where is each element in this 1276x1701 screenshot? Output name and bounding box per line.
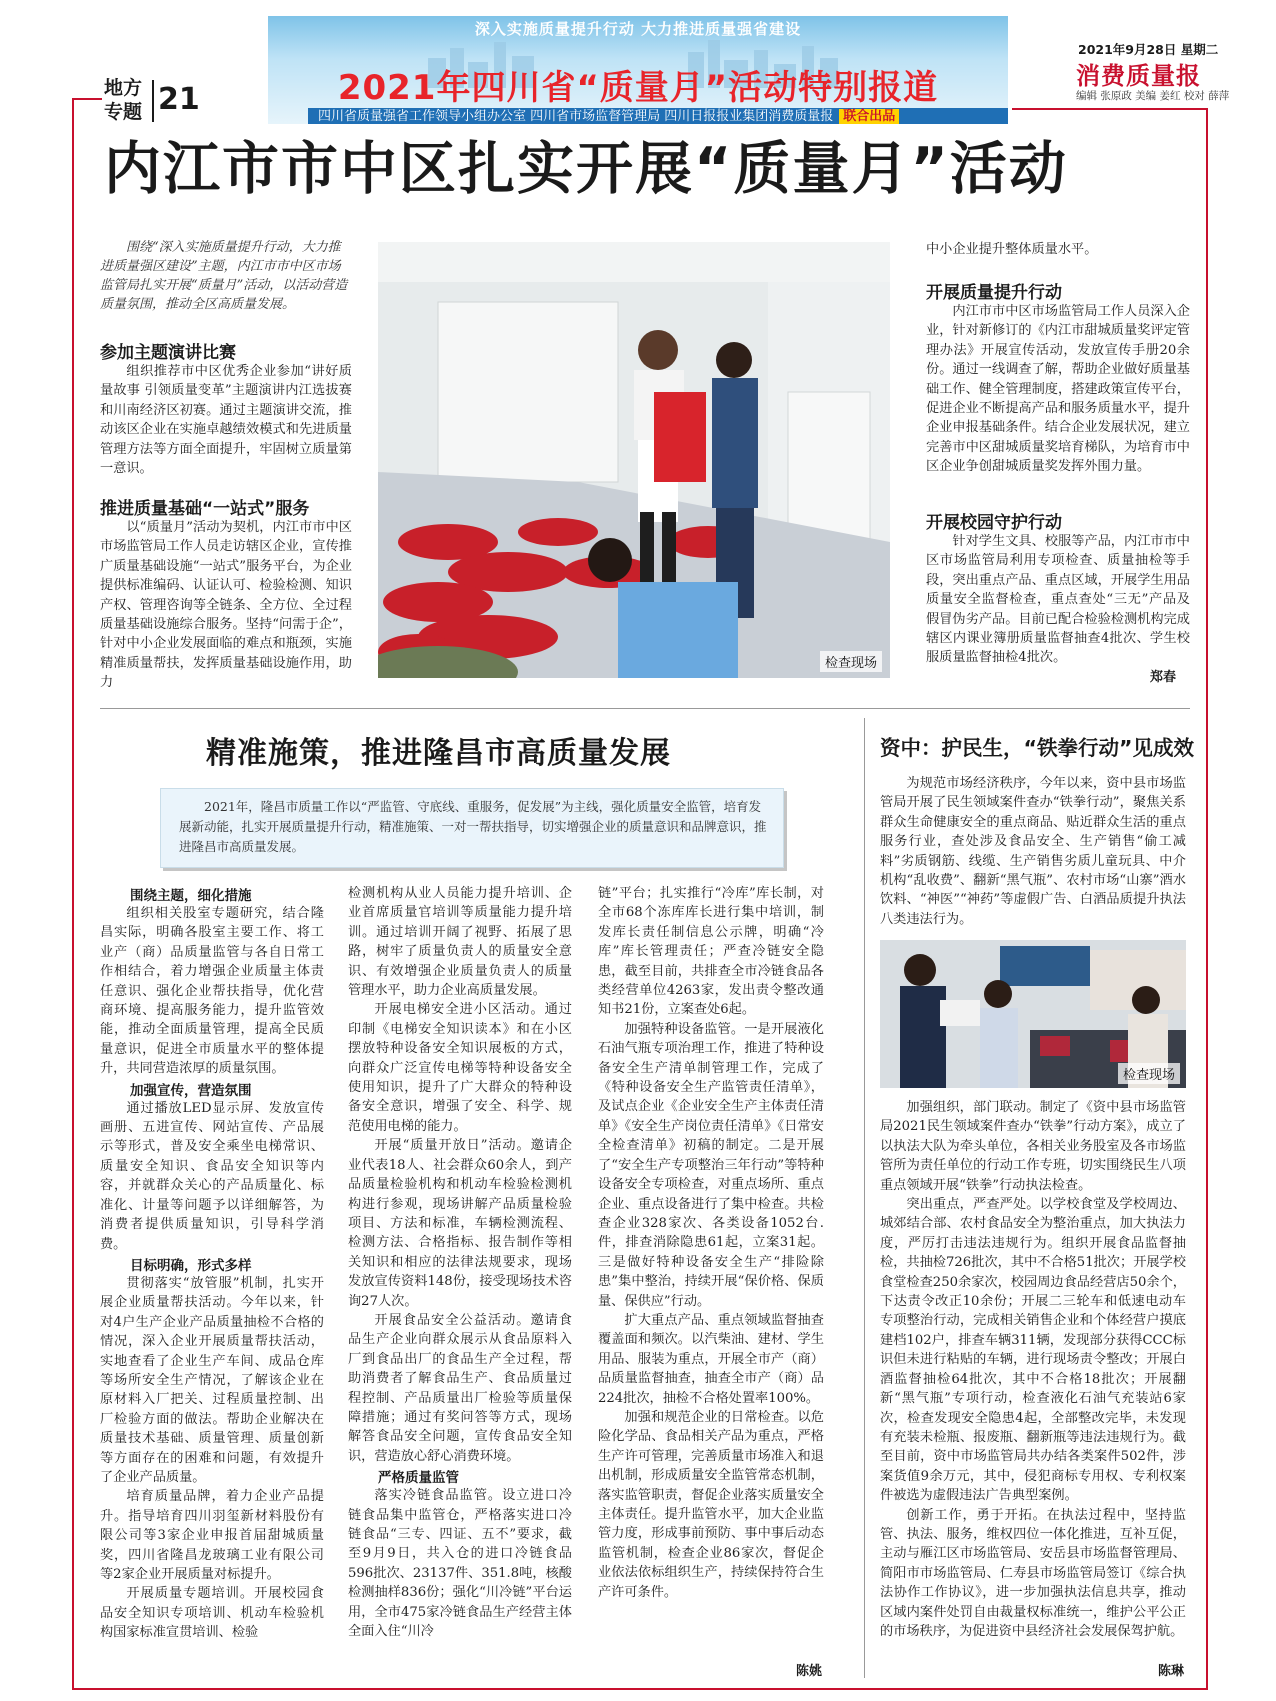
- article3-para2: 加强组织，部门联动。制定了《资中县市场监管局2021民生领域案件查办“铁拳”行动方案》，成立了以执法大队为牵头单位，各相关业务股室及各市场监管所为责任单位的行动工作专班，切实围绕民生八项重点领域开展“铁拳”行动执法检查。: [880, 1100, 1186, 1193]
- article2-c3-para4: 加强和规范企业的日常检查。以危险化学品、食品相关产品为重点，严格生产许可管理，完善质量市场准入和退出机制，形成质量安全监管常态机制，落实监管职责，督促企业落实质量安全主体责任。提升监管水平，加大企业监管力度，形成事前预防、事中事后动态监管机制，检查企业86家次，督促企业依法依标组织生产，持续保持符合生产许可条件。: [598, 1409, 824, 1600]
- article1-section3-body: 内江市市中区市场监管局工作人员深入企业，针对新修订的《内江市甜城质量奖评定管理办法》开展宣传活动，发放宣传手册20余份。通过一线调查了解，帮助企业做好质量基础工作、健全管理制度，搭建政策宣传平台，促进企业不断提高产品和服务质量水平，提升企业申报基础条件。结合企业发展状况，建立完善市中区甜城质量奖培育梯队，为培育市中区企业争创甜城质量奖发挥外围力量。: [926, 304, 1190, 475]
- issue-date: 2021年9月28日 星期二: [1078, 42, 1219, 57]
- special-report-banner: [268, 16, 1008, 124]
- article3-author: 陈琳: [1158, 1664, 1185, 1679]
- vertical-divider: [864, 718, 865, 1678]
- section-label: [104, 76, 200, 123]
- article2-c1-title2: 加强宣传，营造氛围: [130, 1082, 252, 1099]
- article2-c2-para5: 落实冷链食品监管。设立进口冷链食品集中监管仓，严格落实进口冷链食品“三专、四证、五不”要求，截至9月9日，共入仓的进口冷链食品596批次、23137件、351.8吨，核酸检测抽样836份；强化“川冷链”平台运用，全市475家冷链食品生产经营主体全面入住“川冷: [348, 1488, 572, 1640]
- section-divider: [152, 80, 154, 122]
- article1-section1-body: 组织推荐市中区优秀企业参加“讲好质量故事 引领质量变革”主题演讲内江选拔赛和川南经济区初赛。通过主题演讲交流，推动该区企业在实施卓越绩效模式和先进质量管理方法等方面全面提升，牢固树立质量第一意识。: [100, 364, 352, 477]
- inspection-photo: [378, 242, 890, 678]
- article2-c3-para1: 链”平台；扎实推行“冷库”库长制，对全市68个冻库库长进行集中培训，制发库长责任制信息公示牌，明确“冷库”库长管理责任；严查冷链安全隐患，截至目前，共排查全市冷链食品各类经营单位4263家，发出责令整改通知书21份，立案查处6起。: [598, 886, 824, 1018]
- page-frame-right: [1206, 108, 1208, 1690]
- section-label-line1: 地方: [104, 77, 143, 99]
- paper-logo: 消费质量报: [1076, 62, 1201, 90]
- section-label-line2: 专题: [104, 101, 143, 123]
- banner-org-list: 四川省质量强省工作领导小组办公室 四川省市场监督管理局 四川日报报业集团消费质量报: [318, 109, 834, 124]
- article2-lead-box: [160, 788, 784, 868]
- market-photo-caption: 检查现场: [1118, 1063, 1180, 1084]
- editors-line: 编辑 张原政 美编 姜红 校对 薛萍: [1076, 90, 1230, 102]
- banner-title: 2021年四川省“质量月”活动特别报道: [337, 68, 939, 108]
- article2-lead: 2021年，隆昌市质量工作以“严监管、守底线、重服务，促发展”为主线，强化质量安全监管，培育发展新动能，扎实开展质量提升行动，精准施策、一对一帮扶指导，切实增强企业的质量意识和品牌意识，推进隆昌市高质量发展。: [179, 799, 767, 854]
- article2-column2: [348, 884, 572, 1641]
- inspection-photo-caption: 检查现场: [820, 651, 882, 672]
- article2-c2-para2: 开展电梯安全进小区活动。通过印制《电梯安全知识读本》和在小区摆放特种设备安全知识展板的方式，向群众广泛宣传电梯等特种设备安全使用知识，提升了广大群众的特种设备安全意识，增强了安全、科学、规范使用电梯的能力。: [348, 1002, 572, 1134]
- article2-c1-para2: 通过播放LED显示屏、发放宣传画册、五进宣传、网站宣传、产品展示等形式，普及安全乘坐电梯常识、质量安全知识、食品安全知识等内容，并就群众关心的产品质量化、标准化、计量等问题予以详细解答，为消费者提供质量知识，引导科学消费。: [100, 1100, 324, 1252]
- article1-section1-title: 参加主题演讲比赛: [100, 343, 236, 363]
- article2-c1-para3: 贯彻落实“放管服”机制，扎实开展企业质量帮扶活动。今年以来，针对4户生产企业产品质量抽检不合格的情况，深入企业开展质量帮扶活动，实地查看了企业生产车间、成品仓库等场所安全生产情况，了解该企业在原材料入厂把关、过程质量控制、出厂检验方面的做法。帮助企业解决在质量技术基础、质量管理、质量创新等方面存在的困难和问题，有效提升了企业产品质量。: [100, 1275, 324, 1485]
- page-frame-left: [72, 98, 74, 1690]
- article2-headline: 精准施策，推进隆昌市高质量发展: [206, 736, 671, 771]
- article2-c3-para2: 加强特种设备监管。一是开展液化石油气瓶专项治理工作，推进了特种设备安全生产清单制管理工作，完成了《特种设备安全生产监管责任清单》，及试点企业《企业安全生产主体责任清单》《安全生产岗位责任清单》《日常安全检查清单》初稿的制定。二是开展了“安全生产专项整治三年行动”等特种设备安全专项检查，对重点场所、重点企业、重点设备进行了集中检查。共检查企业328家次、各类设备1052台.件，排查消除隐患61起，立案31起。三是做好特种设备安全生产“排险除患”集中整治，持续开展“保价格、保质量、保供应”行动。: [598, 1021, 824, 1309]
- horizontal-divider: [100, 708, 1190, 709]
- article2-c1-title3: 目标明确，形式多样: [130, 1257, 252, 1274]
- article2-c2-title1: 严格质量监管: [378, 1470, 459, 1487]
- article1-author: 郑春: [1150, 670, 1177, 685]
- page-number: 21: [158, 82, 200, 117]
- article1-section4-title: 开展校园守护行动: [926, 513, 1062, 533]
- article3-para3: 突出重点，严查严处。以学校食堂及学校周边、城郊结合部、农村食品安全为整治重点，加大执法力度，严厉打击违法违规行为。组织开展食品监督抽检，共抽检726批次，其中不合格51批次；开展学校食堂检查250余家次，校园周边食品经营店50余个，下达责令改正10余份；开展二三轮车和低速电动车专项整治行动，完成相关销售企业和个体经营户摸底建档102户，排查车辆311辆，发现部分获得CCC标识但未进行粘贴的车辆，进行现场责令整改；开展白酒监督抽检64批次，其中不合格18批次；开展翻新“黑气瓶”专项行动，检查液化石油气充装站6家次，检查发现安全隐患4起，全部整改完毕，未发现有充装未检瓶、报废瓶、翻新瓶等违法违规行为。截至目前，资中市场监管局共办结各类案件502件，涉案货值9余万元，其中，侵犯商标专用权、专利权案件被选为虚假违法广告典型案例。: [880, 1197, 1186, 1504]
- article2-author: 陈姚: [796, 1664, 823, 1679]
- article1-section2-body: 以“质量月”活动为契机，内江市市中区市场监管局工作人员走访辖区企业，宣传推广质量基础设施“一站式”服务平台，为企业提供标准编码、认证认可、检验检测、知识产权、管理咨询等全链条、全方位、全过程质量基础设施综合服务。坚持“问需于企”，针对中小企业发展面临的难点和瓶颈，实施精准质量帮扶，发挥质量基础设施作用，助力: [100, 520, 352, 691]
- page-frame-bottom: [72, 1688, 1208, 1690]
- article1-headline: 内江市市中区扎实开展“质量月”活动: [104, 136, 1068, 202]
- article3-headline: 资中：护民生，“铁拳行动”见成效: [880, 736, 1194, 760]
- article1-section4-body: 针对学生文具、校服等产品，内江市市中区市场监管局利用专项检查、质量抽检等手段，突出重点产品、重点区域，开展学生用品质量安全监督检查，重点查处“三无”产品及假冒伪劣产品。目前已配合检验检测机构完成辖区内课业簿册质量监督抽查4批次、学生校服质量监督抽检4批次。: [926, 534, 1190, 666]
- article1-lead: 围绕“深入实施质量提升行动，大力推进质量强区建设”主题，内江市市中区市场监管局扎实开展“质量月”活动，以活动营造质量氛围，推动全区高质量发展。: [100, 240, 348, 312]
- article2-c1-title1: 围绕主题，细化措施: [130, 888, 252, 904]
- page-frame-top-left: [72, 98, 102, 100]
- banner-joint-badge: 联合出品: [839, 109, 899, 124]
- banner-slogan: 深入实施质量提升行动 大力推进质量强省建设: [474, 20, 802, 38]
- inspection-scene: [378, 242, 890, 678]
- article3-para4: 创新工作，勇于开拓。在执法过程中，坚持监管、执法、服务，维权四位一体化推进，互补互促，主动与雁江区市场监管局、安岳县市场监督管理局、简阳市市场监管局、仁寿县市场监管局签订《综合执法协作工作协议》，进一步加强执法信息共享，推动区域内案件处罚自由裁量权标准统一，维护公平公正的市场秩序，为促进资中县经济社会发展保驾护航。: [880, 1507, 1186, 1639]
- article2-c1-para1: 组织相关股室专题研究，结合隆昌实际，明确各股室主要工作、将工业产（商）品质量监管与各自日常工作相结合，着力增强企业质量主体责任意识、强化企业帮扶指导，优化营商环境、提高服务能力，提升监管效能，推动全面质量管理，提高全民质量意识，促进全市质量水平的整体提升，共同营造浓厚的质量氛围。: [100, 906, 324, 1077]
- article1-col3-top: 中小企业提升整体质量水平。: [926, 242, 1098, 257]
- market-inspection-photo: [880, 940, 1186, 1088]
- banner-organizers: [308, 108, 1008, 124]
- article2-column1: [100, 884, 324, 1643]
- article2-c2-para4: 开展食品安全公益活动。邀请食品生产企业向群众展示从食品原料入厂到食品出厂的食品生产全过程，帮助消费者了解食品生产、食品质量过程控制、产品质量出厂检验等质量保障措施；通过有奖问答等方式，现场解答食品安全问题，宣传食品安全知识，营造放心舒心消费环境。: [348, 1312, 572, 1464]
- article3-body: [880, 1098, 1186, 1641]
- article2-c2-para3: 开展“质量开放日”活动。邀请企业代表18人、社会群众60余人，到产品质量检验机构和机动车检验检测机构进行参观，现场讲解产品质量检验项目、方法和标准，车辆检测流程、检测方法、合格指标、报告制作等相关知识和相应的法律法规要求，现场发放宣传资料148份，接受现场技术咨询27人次。: [348, 1138, 572, 1309]
- article2-c1-para5: 开展质量专题培训。开展校园食品安全知识专项培训、机动车检验机构国家标准宣贯培训、检验: [100, 1586, 324, 1641]
- article2-c3-para3: 扩大重点产品、重点领域监督抽查覆盖面和频次。以汽柴油、建材、学生用品、服装为重点，开展全市产（商）品质量监督抽查，抽查全市产（商）品224批次，抽检不合格处置率100%。: [598, 1312, 824, 1406]
- article2-c1-para4: 培育质量品牌，着力企业产品提升。指导培育四川羽玺新材料股份有限公司等3家企业申报首届甜城质量奖，四川省隆昌龙玻璃工业有限公司等2家企业开展质量对标提升。: [100, 1489, 324, 1582]
- article2-column3: [598, 884, 824, 1602]
- article1-section2-title: 推进质量基础“一站式”服务: [100, 499, 310, 519]
- article1-section3-title: 开展质量提升行动: [926, 283, 1062, 303]
- page-frame-top-right: [1012, 108, 1208, 110]
- article2-c2-para1: 检测机构从业人员能力提升培训、企业首席质量官培训等质量能力提升培训。通过培训开阔了视野、拓展了思路，树牢了质量负责人的质量安全意识、有效增强企业质量负责人的质量管理水平，助力企业高质量发展。: [348, 886, 572, 999]
- article3-para1: 为规范市场经济秩序，今年以来，资中县市场监管局开展了民生领域案件查办“铁拳行动”，聚焦关系群众生命健康安全的重点商品、贴近群众生活的重点服务行业，查处涉及食品安全、生产销售“偷工减料”劣质钢筋、线缆、生产销售劣质儿童玩具、中介机构“乱收费”、翻新“黑气瓶”、农村市场“山寨”酒水饮料、“神医”“神药”等虚假广告、白酒品质提升执法八类违法行为。: [880, 776, 1186, 927]
